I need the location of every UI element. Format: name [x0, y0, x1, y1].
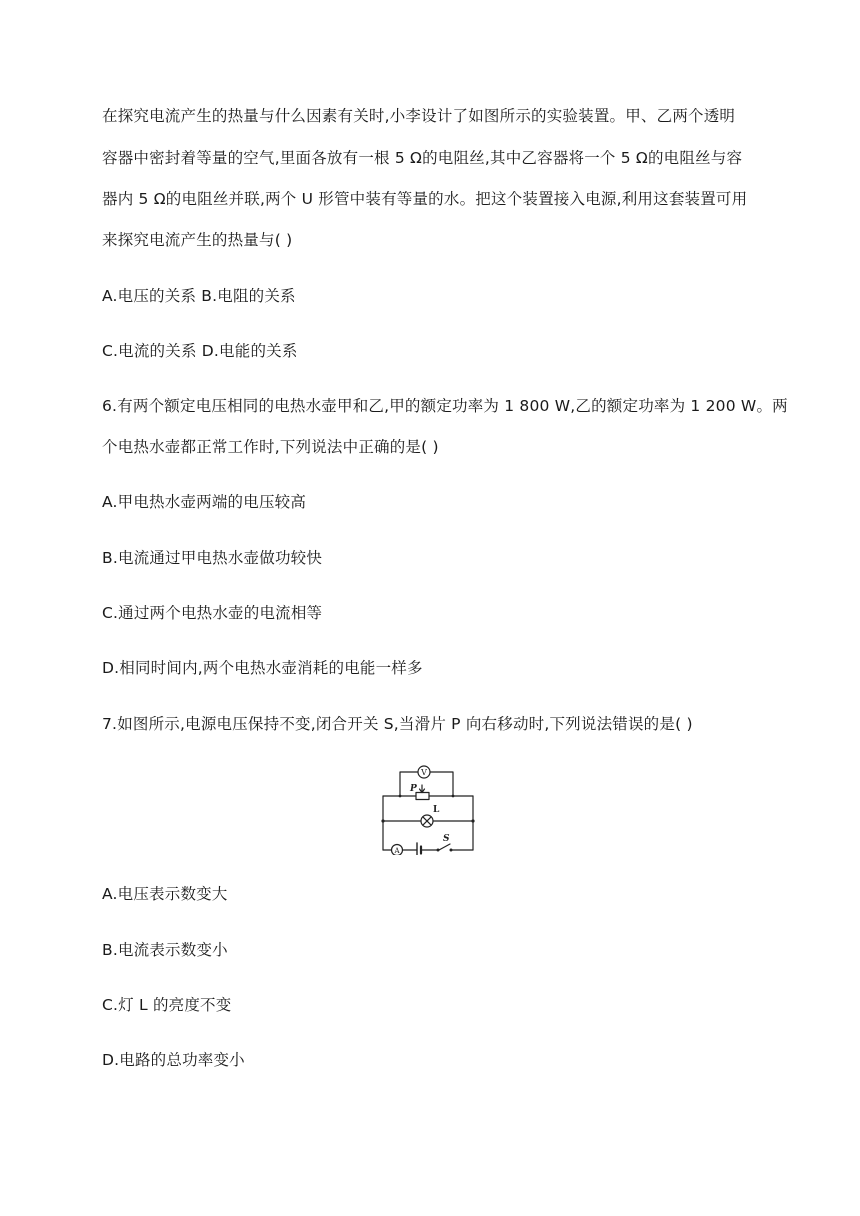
lamp-cross-icon: [423, 817, 431, 825]
q6-stem-line-1: 6.有两个额定电压相同的电热水壶甲和乙,甲的额定功率为 1 800 W,乙的额定功率为 1 200 W。两: [102, 397, 788, 415]
q5-stem-line-3: 器内 5 Ω的电阻丝并联,两个 U 形管中装有等量的水。把这个装置接入电源,利用这套装置可用: [102, 190, 748, 208]
switch-pivot-dot: [437, 849, 440, 852]
q5-options-ab: A.电压的关系 B.电阻的关系: [102, 287, 296, 305]
q7-option-a: A.电压表示数变大: [102, 885, 228, 903]
slider-label: P: [410, 784, 417, 794]
circuit-diagram: [380, 763, 478, 855]
q5-stem-line-4: 来探究电流产生的热量与( ): [102, 231, 293, 249]
switch-label: S: [443, 834, 450, 844]
switch-blade-icon: [439, 844, 450, 850]
q7-option-d: D.电路的总功率变小: [102, 1051, 245, 1069]
rheostat-icon: [416, 793, 429, 800]
q7-option-b: B.电流表示数变小: [102, 941, 228, 959]
junction-dot: [452, 795, 455, 798]
q7-stem: 7.如图所示,电源电压保持不变,闭合开关 S,当滑片 P 向右移动时,下列说法错误的是( ): [102, 715, 693, 733]
junction-dot: [399, 795, 402, 798]
q6-stem-line-2: 个电热水壶都正常工作时,下列说法中正确的是( ): [102, 438, 439, 456]
voltmeter-right-wire: [430, 772, 453, 796]
voltmeter-label: V: [421, 768, 427, 777]
q5-stem-line-2: 容器中密封着等量的空气,里面各放有一根 5 Ω的电阻丝,其中乙容器将一个 5 Ω的电阻丝与容: [102, 149, 743, 167]
junction-dot: [471, 819, 474, 822]
q7-option-c: C.灯 L 的亮度不变: [102, 996, 232, 1014]
q6-option-d: D.相同时间内,两个电热水壶消耗的电能一样多: [102, 659, 423, 677]
q6-option-c: C.通过两个电热水壶的电流相等: [102, 604, 323, 622]
q6-option-b: B.电流通过甲电热水壶做功较快: [102, 549, 323, 567]
switch-contact-dot: [450, 849, 453, 852]
q5-stem-line-1: 在探究电流产生的热量与什么因素有关时,小李设计了如图所示的实验装置。甲、乙两个透明: [102, 107, 736, 125]
ammeter-label: A: [394, 847, 400, 855]
q5-options-cd: C.电流的关系 D.电能的关系: [102, 342, 298, 360]
q6-option-a: A.甲电热水壶两端的电压较高: [102, 493, 307, 511]
lamp-label: L: [433, 805, 440, 815]
junction-dot: [381, 819, 384, 822]
